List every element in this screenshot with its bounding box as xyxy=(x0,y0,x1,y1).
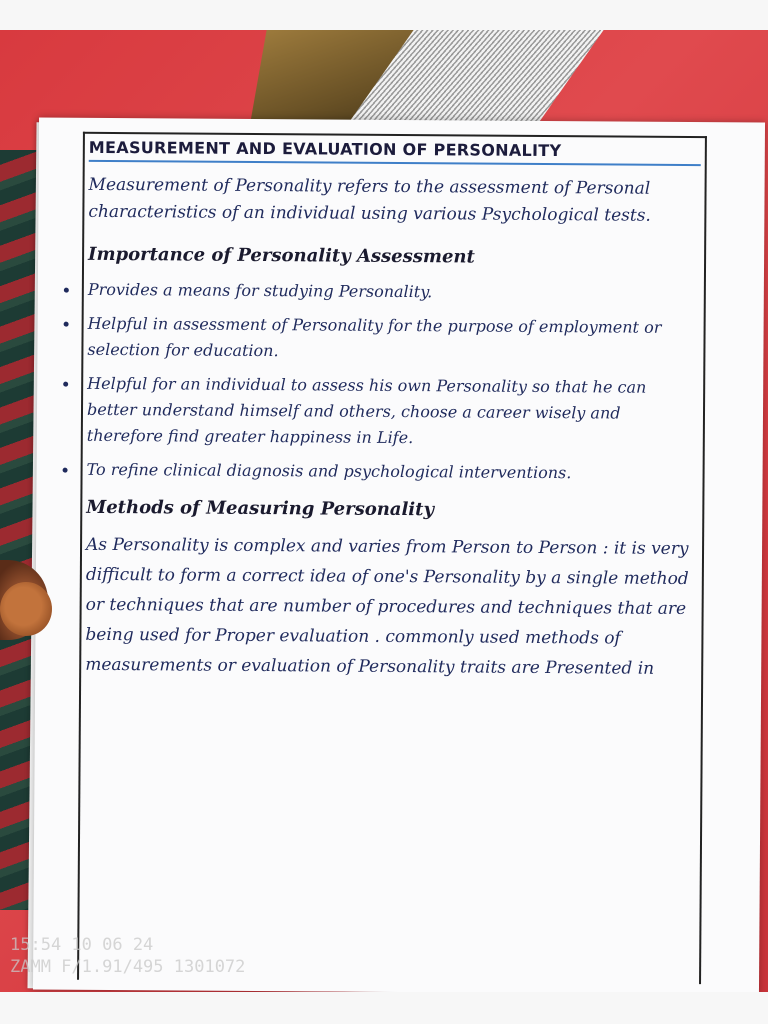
page-title: MEASUREMENT AND EVALUATION OF PERSONALITY xyxy=(89,138,701,166)
camera-watermark xyxy=(10,934,245,978)
bullet-icon xyxy=(64,322,69,327)
methods-paragraph: As Personality is complex and varies from Person to Person : it is very difficult to form a correct idea of one's Personality by a single method or techniques that are number of procedures and techniques that are being used for Proper evaluation . commonly used methods of measurements or evaluation of Personality traits are Presented in xyxy=(85,534,689,679)
top-border xyxy=(0,0,768,30)
list-item: Provides a means for studying Personality. xyxy=(88,277,700,307)
bullet-icon xyxy=(64,288,69,293)
watermark-timestamp: 15:54 10 06 24 xyxy=(10,935,154,955)
importance-heading: Importance of Personality Assessment xyxy=(88,243,475,268)
importance-list xyxy=(87,277,700,487)
bullet-icon xyxy=(63,382,68,387)
list-item: Helpful for an individual to assess his own Personality so that he can better understand himself and others, choose a career wisely and therefore find greater happiness in Life. xyxy=(87,371,700,453)
thumb xyxy=(0,582,52,636)
bottom-border xyxy=(0,992,768,1024)
notebook-page xyxy=(33,117,765,994)
methods-heading: Methods of Measuring Personality xyxy=(86,496,435,521)
watermark-camera-info: ZAMM F/1.91/495 1301072 xyxy=(10,957,246,977)
page-content xyxy=(85,138,701,701)
bullet-icon xyxy=(63,468,68,473)
list-item: Helpful in assessment of Personality for the purpose of employment or selection for education. xyxy=(87,311,699,367)
intro-paragraph: Measurement of Personality refers to the assessment of Personal characteristics of an individual using various Psychological tests. xyxy=(88,174,651,226)
list-item: To refine clinical diagnosis and psychological interventions. xyxy=(87,457,699,487)
